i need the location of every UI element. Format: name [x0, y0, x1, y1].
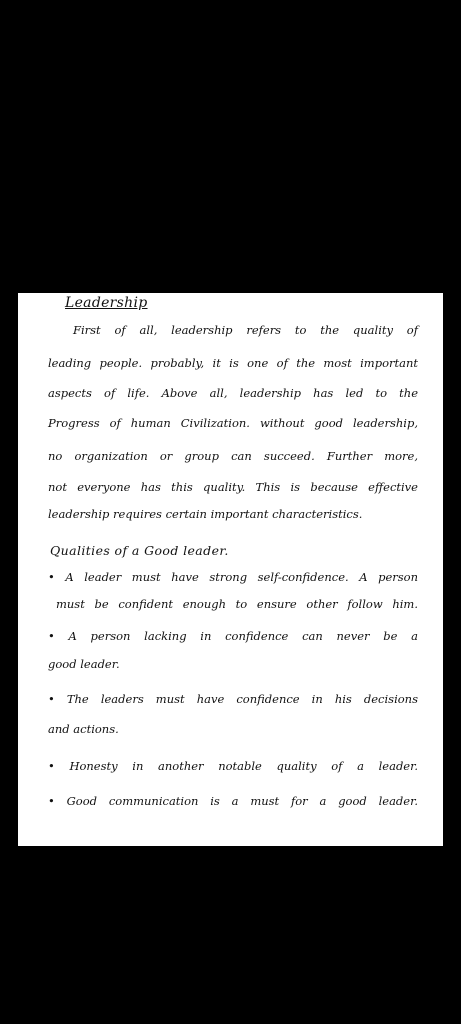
paragraph-line: aspects of life. Above all, leadership has led to the: [48, 386, 418, 400]
section-heading: Qualities of a Good leader.: [50, 543, 229, 558]
bullet-line: must be confident enough to ensure other follow him.: [56, 597, 418, 611]
paragraph-line: Progress of human Civilization. without good leadership,: [48, 416, 418, 430]
paragraph-line: First of all, leadership refers to the quality of: [73, 323, 418, 337]
bullet-line: • A leader must have strong self-confidence. A person: [48, 570, 418, 584]
bullet-line: • Honesty in another notable quality of a leader.: [48, 759, 418, 773]
paragraph-line: leadership requires certain important characteristics.: [48, 507, 363, 521]
bullet-line: • Good communication is a must for a good leader.: [48, 794, 418, 808]
paragraph-line: leading people. probably, it is one of the most important: [48, 356, 418, 370]
bullet-line: • A person lacking in confidence can never be a: [48, 629, 418, 643]
bullet-line: • The leaders must have confidence in his decisions: [48, 692, 418, 706]
document-title: Leadership: [65, 295, 148, 311]
bullet-line: good leader.: [48, 657, 120, 671]
handwritten-page: [18, 293, 443, 846]
paragraph-line: not everyone has this quality. This is because effective: [48, 480, 418, 494]
bullet-line: and actions.: [48, 722, 119, 736]
paragraph-line: no organization or group can succeed. Further more,: [48, 449, 418, 463]
